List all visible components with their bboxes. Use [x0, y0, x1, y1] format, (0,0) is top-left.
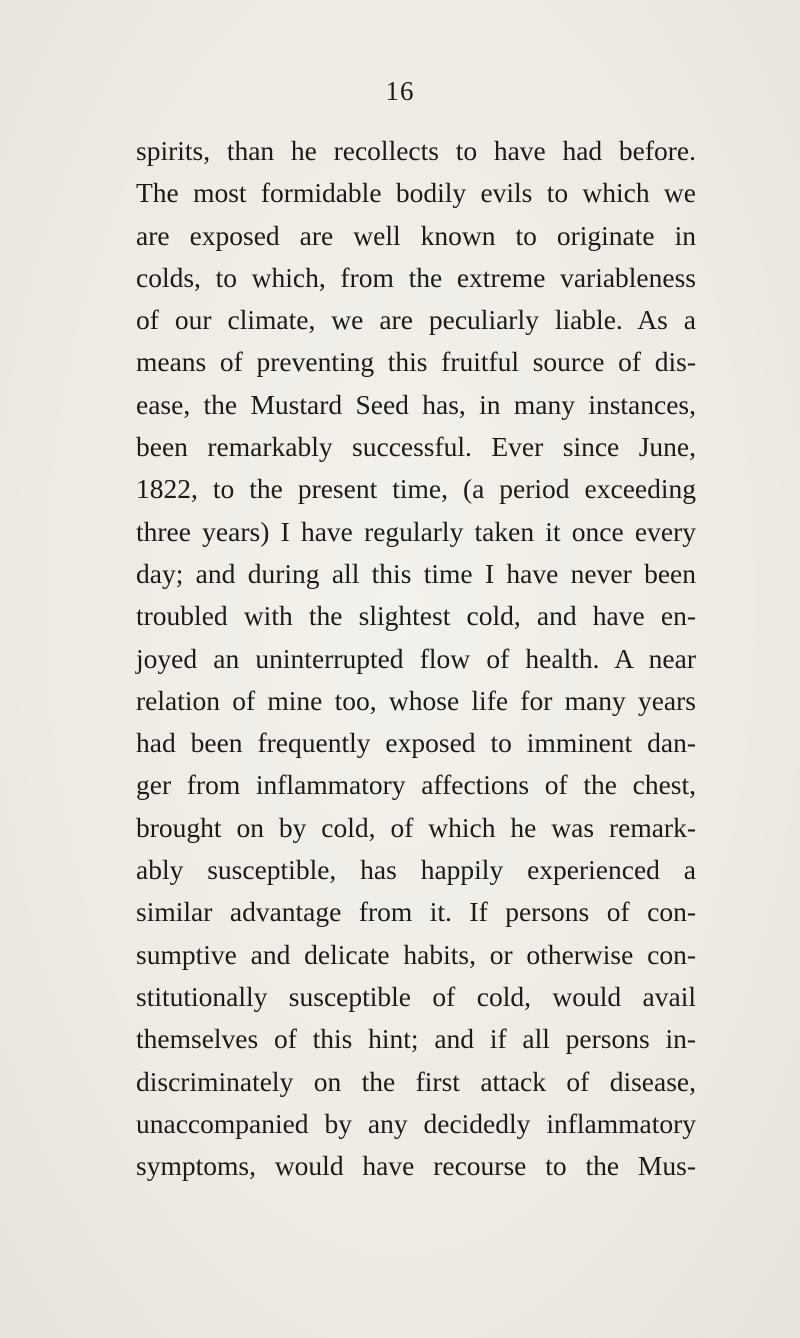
text-line: three years) I have regularly taken it once every: [136, 515, 696, 547]
text-line: ger from inflammatory affections of the chest,: [136, 769, 696, 801]
body-text: [136, 130, 696, 1187]
text-line: spirits, than he recollects to have had before.: [136, 135, 696, 166]
text-line: ease, the Mustard Seed has, in many instances,: [136, 388, 696, 420]
text-line: been remarkably successful. Ever since June,: [136, 431, 696, 463]
text-line: The most formidable bodily evils to which we: [136, 177, 696, 209]
text-line: brought on by cold, of which he was remark-: [136, 811, 696, 843]
text-line: 1822, to the present time, (a period exceeding: [136, 473, 696, 505]
text-line: similar advantage from it. If persons of con-: [136, 896, 696, 928]
text-line: day; and during all this time I have never been: [136, 557, 696, 589]
text-line: joyed an uninterrupted flow of health. A near: [136, 642, 696, 674]
text-line: ably susceptible, has happily experienced a: [136, 854, 696, 886]
text-line: means of preventing this fruitful source of dis-: [136, 346, 696, 378]
text-line: relation of mine too, whose life for many years: [136, 684, 696, 716]
text-line: themselves of this hint; and if all persons in-: [136, 1023, 696, 1055]
text-line: of our climate, we are peculiarly liable. As a: [136, 304, 696, 336]
text-line: troubled with the slightest cold, and have en-: [136, 600, 696, 632]
text-line: symptoms, would have recourse to the Mus-: [136, 1150, 696, 1182]
text-line: stitutionally susceptible of cold, would avail: [136, 980, 696, 1012]
page-number: 16: [385, 76, 415, 106]
text-line: are exposed are well known to originate in: [136, 219, 696, 251]
text-line: colds, to which, from the extreme variableness: [136, 261, 696, 293]
text-line: had been frequently exposed to imminent dan-: [136, 727, 696, 759]
text-line: unaccompanied by any decidedly inflammatory: [136, 1107, 696, 1139]
text-line: sumptive and delicate habits, or otherwise con-: [136, 938, 696, 970]
text-line: discriminately on the first attack of disease,: [136, 1065, 696, 1097]
